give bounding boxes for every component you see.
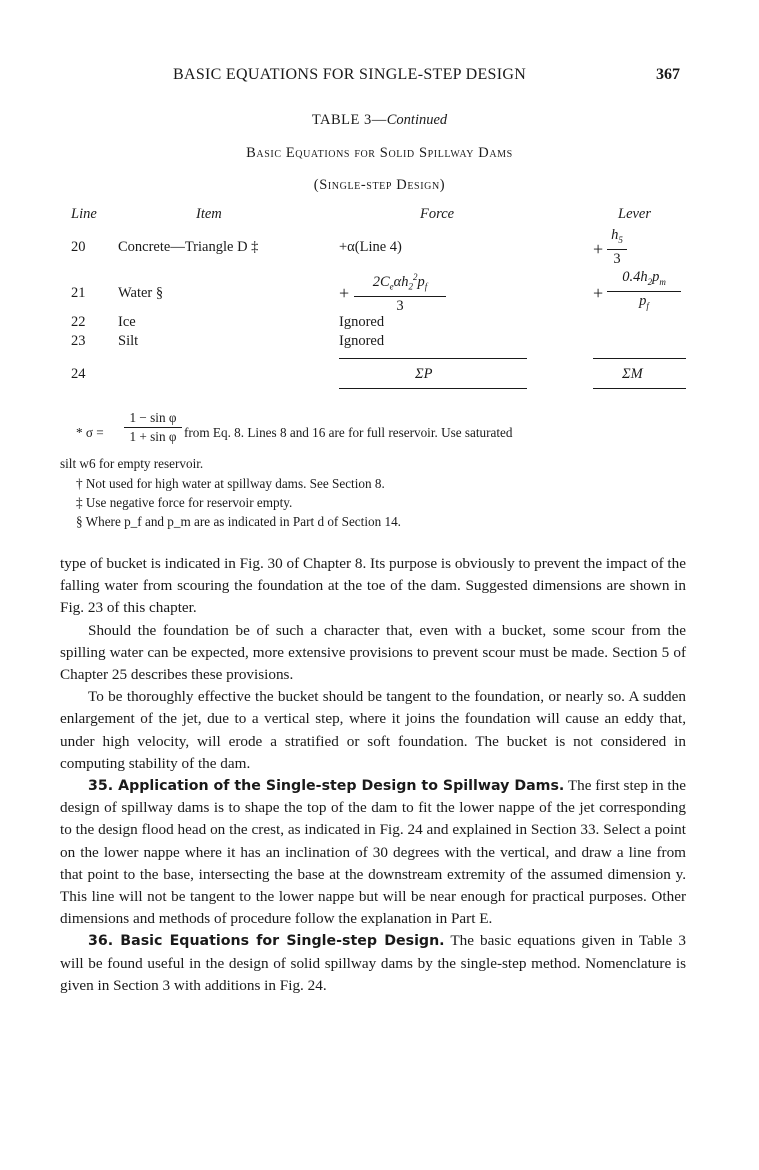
lever-sum-top-rule [593, 358, 686, 359]
page-number: 367 [656, 66, 680, 83]
footnote-star-fraction-bar [124, 427, 182, 428]
footnote-star-fraction [124, 410, 182, 445]
row-24-lever-sum: ΣM [622, 366, 643, 382]
footnote-star-numerator: 1 − sin φ [129, 410, 177, 425]
row-21-lever-fraction-bar [607, 291, 681, 292]
force-sum-bottom-rule [339, 388, 527, 389]
table-caption [0, 112, 759, 129]
row-22-line: 22 [71, 314, 86, 330]
section-35-text: The first step in the design of spillway dams is to shape the top of the dam to fit the lower nappe of the jet corresponding to the design flood head on the crest, as indicated in Fig. 24 and explained in Section 33. Select a point on the lower nappe where it has an inclination of 30 degrees with the vertical, and draw a line from that point to the base, intersecting the base at the downstream extremity of the assumed dimension y. This line will not be tangent to the lower nappe but will be near enough for practical purposes. Other dimensions and methods of procedure follow the explanation in Part E. [60, 777, 686, 928]
footnote-star-text: from Eq. 8. Lines 8 and 16 are for full reservoir. Use saturated [184, 425, 513, 440]
col-header-line: Line [71, 206, 97, 222]
row-20-force: +α(Line 4) [339, 239, 402, 255]
footnote-dagger: † Not used for high water at spillway dams. See Section 8. [76, 476, 385, 491]
footnote-section: § Where p_f and p_m are as indicated in Part d of Section 14. [76, 514, 401, 529]
table-subtitle-design: (Single-step Design) [313, 177, 446, 193]
footnote-star-prefix: * σ = [76, 425, 104, 440]
col-header-lever: Lever [618, 206, 652, 222]
paragraph-bucket-type: type of bucket is indicated in Fig. 30 of Chapter 8. Its purpose is obviously to prevent the impact of the falling water from scouring the foundation at the toe of the dam. Suggested dimensions are shown in Fig. 23 of this chapter. [60, 555, 686, 617]
row-20-lever-denominator: 3 [613, 250, 621, 267]
body-text [60, 553, 686, 997]
row-22-item: Ice [118, 314, 136, 330]
row-20-lever-fraction [607, 227, 627, 267]
row-21-force-denominator: 3 [396, 297, 404, 314]
force-sum-top-rule [339, 358, 527, 359]
table-caption-continued: Continued [386, 112, 448, 128]
footnote-star-text-2: silt w6 for empty reservoir. [60, 456, 204, 471]
row-21-force-sign: + [339, 283, 350, 303]
h5-var: h [611, 227, 619, 243]
col-header-item: Item [196, 206, 222, 222]
row-21-force-fraction [354, 269, 446, 314]
row-21-lever-numerator: $0.4h_2p_m$ [622, 269, 666, 287]
row-21-item: Water § [118, 285, 164, 301]
section-35-heading: 35. Application of the Single-step Design to Spillway Dams. [88, 778, 565, 795]
row-20-lever-fraction-bar [607, 249, 627, 250]
row-21-lever-denominator: $p_f$ [639, 292, 649, 311]
table-caption-label: TABLE 3— [311, 112, 387, 128]
row-23-force: Ignored [339, 333, 385, 349]
lever-sum-bottom-rule [593, 388, 686, 389]
table-subtitle: Basic Equations for Solid Spillway Dams [246, 145, 513, 161]
row-21-force-numerator: $2C_e\alpha h_2^2p_f$ [372, 272, 428, 292]
row-21-lever-fraction [607, 269, 681, 314]
row-21-force-fraction-bar [354, 296, 446, 297]
row-21-line: 21 [71, 285, 86, 301]
row-20-lever-numerator [607, 227, 627, 248]
paragraph-bucket-tangent: To be thoroughly effective the bucket should be tangent to the foundation, or nearly so. A sudden enlargement of the jet, due to a vertical step, where it joins the foundation will cause an eddy that, under high velocity, will erode a stratified or soft foundation. The bucket is not considered in computing stability of the dam. [60, 688, 686, 772]
row-20-lever-sign: + [593, 239, 604, 259]
h5-subscript: 5 [618, 234, 623, 245]
row-22-force: Ignored [339, 314, 385, 330]
section-36-text: The basic equations given in Table 3 will be found useful in the design of solid spillway dams by the single-step method. Nomenclature is given in Section 3 with additions in Fig. 24. [60, 932, 686, 994]
row-23-item: Silt [118, 333, 139, 349]
col-header-force: Force [420, 206, 455, 222]
row-24-force-sum: ΣP [415, 366, 433, 382]
row-20-item: Concrete—Triangle D ‡ [118, 239, 259, 255]
section-36-heading: 36. Basic Equations for Single-step Design. [88, 933, 445, 950]
row-24-line: 24 [71, 366, 86, 382]
paragraph-scour-provisions: Should the foundation be of such a character that, even with a bucket, some scour from the spilling water can be expected, more extensive provisions to prevent scour must be made. Section 5 of Chapter 25 describes these provisions. [60, 621, 686, 684]
section-35 [60, 775, 686, 930]
row-20-line: 20 [71, 239, 86, 255]
footnote-star-denominator: 1 + sin φ [129, 429, 177, 444]
section-36 [60, 930, 686, 997]
row-23-line: 23 [71, 333, 86, 349]
footnote-double-dagger: ‡ Use negative force for reservoir empty. [76, 495, 293, 510]
running-header-title: BASIC EQUATIONS FOR SINGLE-STEP DESIGN [173, 66, 527, 83]
row-21-lever-sign: + [593, 283, 604, 303]
